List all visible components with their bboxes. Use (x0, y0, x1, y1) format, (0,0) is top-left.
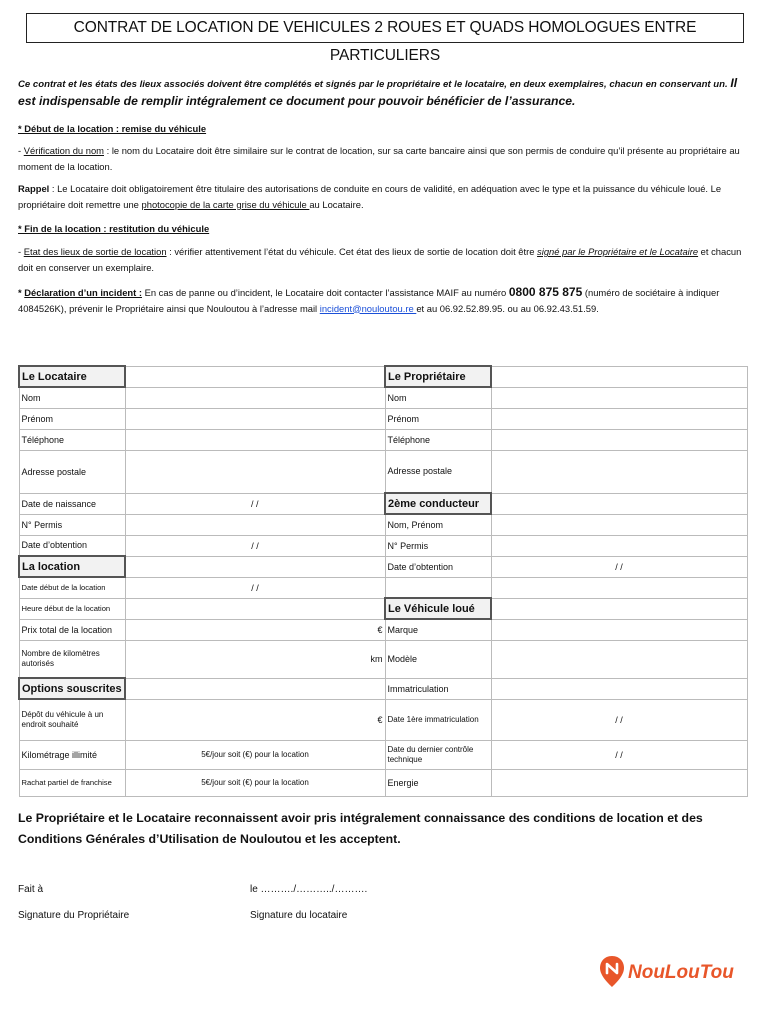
contract-title: CONTRAT DE LOCATION DE VEHICULES 2 ROUES ET QUADS HOMOLOGUES ENTRE PARTICULIERS (26, 13, 744, 43)
locataire-permis-field[interactable] (125, 514, 385, 535)
marque-field[interactable] (491, 619, 747, 640)
second-driver-permis-field[interactable] (491, 535, 747, 556)
rappel-link: photocopie de la carte grise du véhicule (141, 198, 310, 210)
locataire-adresse-label: Adresse postale (19, 450, 125, 493)
incident-text2: (numéro de sociétaire à indiquer 4084526K), prévenir le Propriétaire ainsi que Nouloutou à l’adresse mail (18, 287, 720, 314)
location-spacer-field (491, 577, 747, 598)
etat-text: : vérifier attentivement l’état du véhicule. Cet état des lieux de sortie de location doit être (166, 246, 538, 257)
incident-label: Déclaration d’un incident : (24, 287, 142, 298)
vehicule-header-blank (491, 598, 747, 619)
immatriculation-label: Immatriculation (385, 678, 491, 699)
locataire-nom-label: Nom (19, 387, 125, 408)
date-debut-field[interactable]: / / (125, 577, 385, 598)
rappel-text2: au Locataire. (309, 198, 364, 210)
second-driver-obtention-label: Date d’obtention (385, 556, 491, 577)
proprietaire-telephone-label: Téléphone (385, 429, 491, 450)
prix-total-label: Prix total de la location (19, 619, 125, 640)
locataire-obtention-label: Date d’obtention (19, 535, 125, 556)
depot-field[interactable]: € (125, 699, 385, 740)
signature-locataire-label: Signature du locataire (250, 910, 348, 921)
km-illimite-field[interactable]: 5€/jour soit (€) pour la location (125, 740, 385, 769)
energie-field[interactable] (491, 769, 747, 796)
modele-field[interactable] (491, 640, 747, 678)
locataire-obtention-field[interactable]: / / (125, 535, 385, 556)
marque-label: Marque (385, 619, 491, 640)
date-1ere-immat-field[interactable]: / / (491, 699, 747, 740)
heure-debut-label: Heure début de la location (19, 598, 125, 619)
date-1ere-immat-label: Date 1ère immatriculation (385, 699, 491, 740)
logo-wordmark: NouLouTou (628, 962, 734, 983)
incident-text3: et au 06.92.52.89.95. ou au 06.92.43.51.59. (416, 302, 599, 314)
intro-part1: Ce contrat et les états des lieux associés doivent être complétés et signés par le propriétaire et le locataire, en deux exemplaires, chacun en conservant un. (18, 79, 728, 90)
rachat-franchise-field[interactable]: 5€/jour soit (€) pour la location (125, 769, 385, 796)
location-header: La location (19, 556, 125, 577)
incident-text1: En cas de panne ou d’incident, le Locataire doit contacter l’assistance MAIF au numéro (141, 287, 509, 298)
fin-heading: * Fin de la location : restitution du véhicule (18, 223, 210, 234)
rappel-label: Rappel (18, 183, 50, 194)
verification-paragraph: - Vérification du nom : le nom du Locataire doit être similaire sur le contrat de location, sur sa carte bancaire ainsi que son permis de conduire qu’il présente au propriétaire au moment de la location. (18, 145, 740, 172)
proprietaire-prenom-field[interactable] (491, 408, 747, 429)
verif-label: Vérification du nom (23, 145, 104, 156)
date-line: le ………./………../………. (250, 884, 368, 895)
locataire-prenom-label: Prénom (19, 408, 125, 429)
etat-paragraph: - Etat des lieux de sortie de location : vérifier attentivement l’état du véhicule. Cet état des lieux de sortie de location doit être signé par le Propriétaire et le Locataire et chacun doit en conserver un exemplaire. (18, 246, 742, 273)
locataire-header: Le Locataire (19, 366, 125, 387)
options-header-blank (125, 678, 385, 699)
rappel-text1: : Le Locataire doit obligatoirement être titulaire des autorisations de conduite en cours de validité, en adéquation avec le type et la puissance du véhicule loué. Le propriétaire doit remettre une (18, 183, 722, 210)
location-header-blank (125, 556, 385, 577)
assistance-phone: 0800 875 875 (508, 285, 583, 299)
locataire-permis-label: N° Permis (19, 514, 125, 535)
rappel-paragraph (18, 181, 748, 212)
date-debut-label: Date début de la location (19, 577, 125, 598)
proprietaire-telephone-field[interactable] (491, 429, 747, 450)
rental-form-table (18, 365, 748, 797)
intro-part2: Il est indispensable de remplir intégralement ce document pour pouvoir bénéficier de l’assurance. (18, 76, 738, 108)
km-illimite-label: Kilométrage illimité (19, 740, 125, 769)
rachat-franchise-label: Rachat partiel de franchise (19, 769, 125, 796)
locataire-adresse-field[interactable] (125, 450, 385, 493)
verif-text: : le nom du Locataire doit être similaire sur le contrat de location, sur sa carte bancaire ainsi que son permis de conduire qu’il présente au propriétaire au moment de la location. (18, 145, 740, 172)
proprietaire-adresse-label: Adresse postale (385, 450, 491, 493)
debut-heading: * Début de la location : remise du véhicule (18, 123, 207, 134)
signature-proprietaire-label: Signature du Propriétaire (18, 910, 130, 921)
location-spacer-label (385, 577, 491, 598)
second-driver-header: 2ème conducteur (385, 493, 491, 514)
nouloutou-logo (598, 953, 746, 989)
locataire-telephone-label: Téléphone (19, 429, 125, 450)
options-header: Options souscrites (19, 678, 125, 699)
proprietaire-adresse-field[interactable] (491, 450, 747, 493)
heure-debut-field[interactable] (125, 598, 385, 619)
second-driver-permis-label: N° Permis (385, 535, 491, 556)
etat-signed: signé par le Propriétaire et le Locataire (537, 246, 699, 257)
locataire-telephone-field[interactable] (125, 429, 385, 450)
date-ct-field[interactable]: / / (491, 740, 747, 769)
intro-paragraph (18, 75, 748, 111)
acceptance-statement: Le Propriétaire et le Locataire reconnaissent avoir pris intégralement connaissance des conditions de location et des Conditions Générales d’Utilisation de Nouloutou et les acceptent. (18, 811, 703, 846)
locataire-prenom-field[interactable] (125, 408, 385, 429)
immatriculation-field[interactable] (491, 678, 747, 699)
etat-label: Etat des lieux de sortie de location (23, 246, 167, 257)
date-naissance-field[interactable]: / / (125, 493, 385, 514)
proprietaire-prenom-label: Prénom (385, 408, 491, 429)
km-autorises-label: Nombre de kilomètres autorisés (19, 640, 125, 678)
incident-paragraph: * Déclaration d’un incident : En cas de panne ou d’incident, le Locataire doit contacter l’assistance MAIF au numéro 0800 875 875 (numéro de sociétaire à indiquer 4084526K), prévenir le Propriétaire ainsi que Nouloutou à l’adresse mail incident@nouloutou.re et au 06.92.52.89.95. ou au 06.92.43.51.59. (18, 285, 720, 314)
date-ct-label: Date du dernier contrôle technique (385, 740, 491, 769)
modele-label: Modèle (385, 640, 491, 678)
locataire-nom-field[interactable] (125, 387, 385, 408)
logo-pin-icon (598, 953, 746, 989)
vehicule-header: Le Véhicule loué (385, 598, 491, 619)
second-driver-header-blank (491, 493, 747, 514)
proprietaire-nom-label: Nom (385, 387, 491, 408)
proprietaire-nom-field[interactable] (491, 387, 747, 408)
incident-email-link[interactable]: incident@nouloutou.re (319, 302, 417, 314)
etat-text2: et chacun doit en conserver un exemplaire. (18, 246, 742, 273)
second-driver-nom-label: Nom, Prénom (385, 514, 491, 535)
proprietaire-header-blank (491, 366, 747, 387)
depot-label: Dépôt du véhicule à un endroit souhaité (19, 699, 125, 740)
locataire-header-blank (125, 366, 385, 387)
energie-label: Energie (385, 769, 491, 796)
prix-total-field[interactable]: € (125, 619, 385, 640)
proprietaire-header: Le Propriétaire (385, 366, 491, 387)
date-naissance-label: Date de naissance (19, 493, 125, 514)
fait-a-label: Fait à (18, 884, 44, 895)
second-driver-nom-field[interactable] (491, 514, 747, 535)
second-driver-obtention-field[interactable]: / / (491, 556, 747, 577)
km-autorises-field[interactable]: km (125, 640, 385, 678)
